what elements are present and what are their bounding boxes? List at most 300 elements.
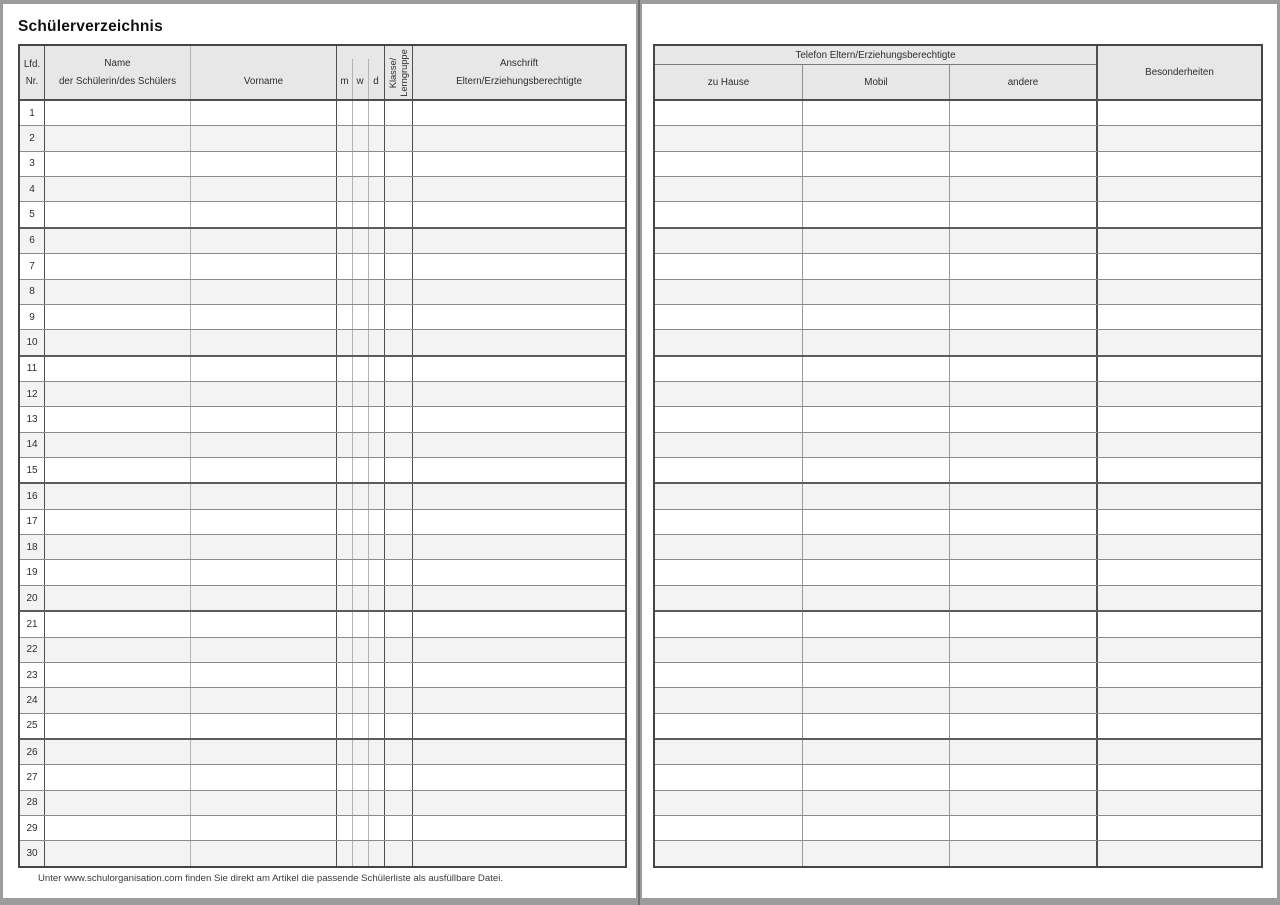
mobil-cell bbox=[802, 177, 949, 201]
vorname-cell bbox=[190, 254, 336, 278]
table-row bbox=[655, 688, 1261, 713]
mobil-cell bbox=[802, 791, 949, 815]
mobil-cell bbox=[802, 330, 949, 354]
besonderheiten-cell bbox=[1096, 841, 1261, 865]
d-cell bbox=[368, 357, 384, 381]
table-row bbox=[655, 254, 1261, 279]
andere-cell bbox=[949, 382, 1096, 406]
table-row bbox=[20, 714, 625, 740]
vorname-cell bbox=[190, 510, 336, 534]
anschrift-cell bbox=[412, 330, 625, 354]
column-header-besonderheiten: Besonderheiten bbox=[1096, 46, 1261, 99]
rotated-header-text: Klasse/ Lerngruppe bbox=[387, 48, 409, 97]
table-row bbox=[655, 458, 1261, 484]
vorname-cell bbox=[190, 765, 336, 789]
vorname-cell bbox=[190, 484, 336, 508]
zu-hause-cell bbox=[655, 791, 802, 815]
w-cell bbox=[352, 177, 368, 201]
column-header-anschrift-line2: Eltern/Erziehungsberechtigte bbox=[456, 76, 582, 87]
table-row bbox=[655, 765, 1261, 790]
zu-hause-cell bbox=[655, 152, 802, 176]
klasse-cell bbox=[384, 638, 412, 662]
table-row bbox=[20, 152, 625, 177]
klasse-cell bbox=[384, 229, 412, 253]
table-row bbox=[20, 101, 625, 126]
besonderheiten-cell bbox=[1096, 433, 1261, 457]
row-number: 28 bbox=[26, 797, 38, 809]
w-cell bbox=[352, 612, 368, 636]
d-cell bbox=[368, 816, 384, 840]
klasse-cell bbox=[384, 458, 412, 482]
w-cell bbox=[352, 740, 368, 764]
anschrift-cell bbox=[412, 663, 625, 687]
vorname-cell bbox=[190, 535, 336, 559]
row-number: 5 bbox=[29, 209, 35, 221]
m-cell bbox=[336, 330, 352, 354]
name-cell bbox=[44, 612, 190, 636]
table-row bbox=[20, 254, 625, 279]
table-row bbox=[20, 407, 625, 432]
table-row bbox=[20, 330, 625, 356]
row-number: 29 bbox=[26, 822, 38, 834]
andere-cell bbox=[949, 280, 1096, 304]
klasse-cell bbox=[384, 202, 412, 226]
table-row bbox=[20, 688, 625, 713]
left-table-header bbox=[20, 46, 625, 101]
d-cell bbox=[368, 280, 384, 304]
m-cell bbox=[336, 280, 352, 304]
w-cell bbox=[352, 510, 368, 534]
table-row bbox=[655, 791, 1261, 816]
name-cell bbox=[44, 816, 190, 840]
name-cell bbox=[44, 407, 190, 431]
vorname-cell bbox=[190, 816, 336, 840]
anschrift-cell bbox=[412, 688, 625, 712]
besonderheiten-cell bbox=[1096, 280, 1261, 304]
column-header-m: m bbox=[336, 46, 352, 99]
klasse-cell bbox=[384, 535, 412, 559]
column-header-name bbox=[44, 46, 190, 99]
anschrift-cell bbox=[412, 407, 625, 431]
besonderheiten-cell bbox=[1096, 126, 1261, 150]
w-cell bbox=[352, 841, 368, 865]
vorname-cell bbox=[190, 612, 336, 636]
left-table-body bbox=[20, 101, 625, 866]
d-cell bbox=[368, 510, 384, 534]
row-number: 6 bbox=[29, 235, 35, 247]
mobil-cell bbox=[802, 560, 949, 584]
zu-hause-cell bbox=[655, 433, 802, 457]
zu-hause-cell bbox=[655, 765, 802, 789]
table-row bbox=[655, 560, 1261, 585]
d-cell bbox=[368, 663, 384, 687]
klasse-cell bbox=[384, 254, 412, 278]
name-cell bbox=[44, 330, 190, 354]
anschrift-cell bbox=[412, 740, 625, 764]
zu-hause-cell bbox=[655, 560, 802, 584]
vorname-cell bbox=[190, 101, 336, 125]
besonderheiten-cell bbox=[1096, 535, 1261, 559]
name-cell bbox=[44, 740, 190, 764]
besonderheiten-cell bbox=[1096, 688, 1261, 712]
mobil-cell bbox=[802, 152, 949, 176]
vorname-cell bbox=[190, 280, 336, 304]
klasse-cell bbox=[384, 357, 412, 381]
d-cell bbox=[368, 688, 384, 712]
w-cell bbox=[352, 714, 368, 738]
vorname-cell bbox=[190, 152, 336, 176]
mobil-cell bbox=[802, 663, 949, 687]
mobil-cell bbox=[802, 101, 949, 125]
table-row bbox=[20, 305, 625, 330]
andere-cell bbox=[949, 484, 1096, 508]
m-cell bbox=[336, 177, 352, 201]
besonderheiten-cell bbox=[1096, 714, 1261, 738]
andere-cell bbox=[949, 177, 1096, 201]
table-row bbox=[20, 638, 625, 663]
table-row bbox=[20, 841, 625, 865]
andere-cell bbox=[949, 535, 1096, 559]
besonderheiten-cell bbox=[1096, 458, 1261, 482]
row-number: 4 bbox=[29, 183, 35, 195]
m-cell bbox=[336, 841, 352, 865]
w-cell bbox=[352, 484, 368, 508]
table-row bbox=[655, 663, 1261, 688]
row-number: 24 bbox=[26, 694, 38, 706]
zu-hause-cell bbox=[655, 254, 802, 278]
table-row bbox=[655, 126, 1261, 151]
m-cell bbox=[336, 791, 352, 815]
m-cell bbox=[336, 560, 352, 584]
name-cell bbox=[44, 101, 190, 125]
w-cell bbox=[352, 816, 368, 840]
zu-hause-cell bbox=[655, 510, 802, 534]
klasse-cell bbox=[384, 612, 412, 636]
m-cell bbox=[336, 202, 352, 226]
name-cell bbox=[44, 305, 190, 329]
name-cell bbox=[44, 357, 190, 381]
besonderheiten-cell bbox=[1096, 510, 1261, 534]
klasse-cell bbox=[384, 740, 412, 764]
klasse-cell bbox=[384, 586, 412, 610]
d-cell bbox=[368, 458, 384, 482]
mobil-cell bbox=[802, 714, 949, 738]
name-cell bbox=[44, 433, 190, 457]
anschrift-cell bbox=[412, 816, 625, 840]
besonderheiten-cell bbox=[1096, 816, 1261, 840]
besonderheiten-cell bbox=[1096, 612, 1261, 636]
w-cell bbox=[352, 433, 368, 457]
table-row bbox=[655, 535, 1261, 560]
besonderheiten-cell bbox=[1096, 407, 1261, 431]
d-cell bbox=[368, 229, 384, 253]
mobil-cell bbox=[802, 202, 949, 226]
klasse-cell bbox=[384, 560, 412, 584]
w-cell bbox=[352, 791, 368, 815]
mobil-cell bbox=[802, 740, 949, 764]
besonderheiten-cell bbox=[1096, 177, 1261, 201]
besonderheiten-cell bbox=[1096, 765, 1261, 789]
vorname-cell bbox=[190, 458, 336, 482]
m-cell bbox=[336, 688, 352, 712]
andere-cell bbox=[949, 305, 1096, 329]
name-cell bbox=[44, 791, 190, 815]
zu-hause-cell bbox=[655, 663, 802, 687]
column-header-w: w bbox=[352, 46, 368, 99]
name-cell bbox=[44, 152, 190, 176]
column-header-klasse-lerngruppe bbox=[384, 46, 412, 99]
klasse-cell bbox=[384, 382, 412, 406]
name-cell bbox=[44, 280, 190, 304]
klasse-cell bbox=[384, 126, 412, 150]
w-cell bbox=[352, 458, 368, 482]
name-cell bbox=[44, 663, 190, 687]
table-row bbox=[20, 177, 625, 202]
m-cell bbox=[336, 714, 352, 738]
d-cell bbox=[368, 101, 384, 125]
vorname-cell bbox=[190, 382, 336, 406]
mobil-cell bbox=[802, 382, 949, 406]
name-cell bbox=[44, 535, 190, 559]
table-row bbox=[655, 612, 1261, 637]
andere-cell bbox=[949, 254, 1096, 278]
name-cell bbox=[44, 254, 190, 278]
vorname-cell bbox=[190, 560, 336, 584]
anschrift-cell bbox=[412, 535, 625, 559]
m-cell bbox=[336, 510, 352, 534]
row-number: 3 bbox=[29, 158, 35, 170]
page-title: Schülerverzeichnis bbox=[18, 18, 163, 35]
vorname-cell bbox=[190, 740, 336, 764]
klasse-cell bbox=[384, 841, 412, 865]
table-row bbox=[655, 101, 1261, 126]
zu-hause-cell bbox=[655, 612, 802, 636]
vorname-cell bbox=[190, 126, 336, 150]
klasse-cell bbox=[384, 791, 412, 815]
mobil-cell bbox=[802, 433, 949, 457]
m-cell bbox=[336, 484, 352, 508]
telefon-subheaders bbox=[655, 65, 1096, 99]
andere-cell bbox=[949, 841, 1096, 865]
row-number: 8 bbox=[29, 286, 35, 298]
d-cell bbox=[368, 535, 384, 559]
besonderheiten-cell bbox=[1096, 202, 1261, 226]
d-cell bbox=[368, 152, 384, 176]
anschrift-cell bbox=[412, 484, 625, 508]
vorname-cell bbox=[190, 586, 336, 610]
table-row bbox=[20, 560, 625, 585]
w-cell bbox=[352, 382, 368, 406]
table-row bbox=[20, 510, 625, 535]
mobil-cell bbox=[802, 280, 949, 304]
vorname-cell bbox=[190, 177, 336, 201]
table-row bbox=[655, 357, 1261, 382]
vorname-cell bbox=[190, 638, 336, 662]
table-row bbox=[20, 458, 625, 484]
w-cell bbox=[352, 535, 368, 559]
table-row bbox=[655, 202, 1261, 228]
anschrift-cell bbox=[412, 280, 625, 304]
klasse-cell bbox=[384, 305, 412, 329]
klasse-cell bbox=[384, 816, 412, 840]
footer-note: Unter www.schulorganisation.com finden Sie direkt am Artikel die passende Schülerliste als ausfüllbare Datei. bbox=[38, 873, 503, 884]
andere-cell bbox=[949, 101, 1096, 125]
m-cell bbox=[336, 740, 352, 764]
d-cell bbox=[368, 560, 384, 584]
row-number: 22 bbox=[26, 644, 38, 656]
anschrift-cell bbox=[412, 382, 625, 406]
name-cell bbox=[44, 126, 190, 150]
mobil-cell bbox=[802, 510, 949, 534]
d-cell bbox=[368, 254, 384, 278]
name-cell bbox=[44, 688, 190, 712]
zu-hause-cell bbox=[655, 484, 802, 508]
klasse-cell bbox=[384, 407, 412, 431]
anschrift-cell bbox=[412, 433, 625, 457]
andere-cell bbox=[949, 714, 1096, 738]
klasse-cell bbox=[384, 433, 412, 457]
vorname-cell bbox=[190, 791, 336, 815]
table-row bbox=[655, 177, 1261, 202]
mobil-cell bbox=[802, 484, 949, 508]
klasse-cell bbox=[384, 330, 412, 354]
andere-cell bbox=[949, 740, 1096, 764]
column-header-mobil: Mobil bbox=[802, 65, 949, 99]
table-row bbox=[655, 841, 1261, 865]
name-cell bbox=[44, 841, 190, 865]
d-cell bbox=[368, 177, 384, 201]
zu-hause-cell bbox=[655, 841, 802, 865]
klasse-cell bbox=[384, 280, 412, 304]
mobil-cell bbox=[802, 407, 949, 431]
name-cell bbox=[44, 458, 190, 482]
anschrift-cell bbox=[412, 305, 625, 329]
w-cell bbox=[352, 663, 368, 687]
andere-cell bbox=[949, 638, 1096, 662]
mobil-cell bbox=[802, 612, 949, 636]
mobil-cell bbox=[802, 816, 949, 840]
table-row bbox=[655, 280, 1261, 305]
zu-hause-cell bbox=[655, 202, 802, 226]
table-row bbox=[20, 357, 625, 382]
w-cell bbox=[352, 229, 368, 253]
anschrift-cell bbox=[412, 229, 625, 253]
table-row bbox=[655, 433, 1261, 458]
name-cell bbox=[44, 510, 190, 534]
w-cell bbox=[352, 638, 368, 662]
row-number: 13 bbox=[26, 413, 38, 425]
w-cell bbox=[352, 330, 368, 354]
anschrift-cell bbox=[412, 510, 625, 534]
table-row bbox=[20, 740, 625, 765]
name-cell bbox=[44, 382, 190, 406]
mobil-cell bbox=[802, 638, 949, 662]
andere-cell bbox=[949, 330, 1096, 354]
w-cell bbox=[352, 305, 368, 329]
row-number: 10 bbox=[26, 336, 38, 348]
w-cell bbox=[352, 202, 368, 226]
m-cell bbox=[336, 663, 352, 687]
row-number: 7 bbox=[29, 260, 35, 272]
column-header-andere: andere bbox=[949, 65, 1096, 99]
andere-cell bbox=[949, 152, 1096, 176]
column-header-name-line1: Name bbox=[104, 58, 131, 69]
anschrift-cell bbox=[412, 177, 625, 201]
table-row bbox=[655, 305, 1261, 330]
telefon-table bbox=[653, 44, 1263, 868]
andere-cell bbox=[949, 586, 1096, 610]
zu-hause-cell bbox=[655, 229, 802, 253]
row-number: 18 bbox=[26, 541, 38, 553]
anschrift-cell bbox=[412, 586, 625, 610]
d-cell bbox=[368, 638, 384, 662]
right-table-header bbox=[655, 46, 1261, 101]
column-header-zu-hause: zu Hause bbox=[707, 76, 750, 88]
besonderheiten-cell bbox=[1096, 152, 1261, 176]
row-number: 30 bbox=[26, 848, 38, 860]
d-cell bbox=[368, 765, 384, 789]
klasse-cell bbox=[384, 765, 412, 789]
column-header-lfd-nr bbox=[20, 46, 44, 99]
mobil-cell bbox=[802, 535, 949, 559]
right-table-body bbox=[655, 101, 1261, 866]
m-cell bbox=[336, 638, 352, 662]
mobil-cell bbox=[802, 688, 949, 712]
zu-hause-cell bbox=[655, 407, 802, 431]
table-row bbox=[655, 330, 1261, 356]
row-number: 2 bbox=[29, 133, 35, 145]
m-cell bbox=[336, 816, 352, 840]
column-header-name-line2: der Schülerin/des Schülers bbox=[58, 76, 177, 87]
vorname-cell bbox=[190, 305, 336, 329]
m-cell bbox=[336, 586, 352, 610]
w-cell bbox=[352, 688, 368, 712]
d-cell bbox=[368, 407, 384, 431]
d-cell bbox=[368, 126, 384, 150]
d-cell bbox=[368, 382, 384, 406]
mobil-cell bbox=[802, 586, 949, 610]
table-row bbox=[655, 740, 1261, 765]
w-cell bbox=[352, 152, 368, 176]
telefon-header-group bbox=[655, 46, 1096, 99]
table-row bbox=[20, 126, 625, 151]
name-cell bbox=[44, 484, 190, 508]
d-cell bbox=[368, 330, 384, 354]
w-cell bbox=[352, 765, 368, 789]
row-number: 11 bbox=[26, 363, 38, 375]
right-page bbox=[642, 4, 1277, 898]
besonderheiten-cell bbox=[1096, 382, 1261, 406]
vorname-cell bbox=[190, 841, 336, 865]
andere-cell bbox=[949, 407, 1096, 431]
row-number: 23 bbox=[26, 669, 38, 681]
anschrift-cell bbox=[412, 254, 625, 278]
row-number: 25 bbox=[26, 720, 38, 732]
zu-hause-cell bbox=[655, 535, 802, 559]
d-cell bbox=[368, 612, 384, 636]
table-row bbox=[20, 202, 625, 228]
d-cell bbox=[368, 586, 384, 610]
andere-cell bbox=[949, 510, 1096, 534]
d-cell bbox=[368, 740, 384, 764]
klasse-cell bbox=[384, 663, 412, 687]
andere-cell bbox=[949, 560, 1096, 584]
andere-cell bbox=[949, 202, 1096, 226]
andere-cell bbox=[949, 816, 1096, 840]
row-number: 27 bbox=[26, 772, 38, 784]
mobil-cell bbox=[802, 305, 949, 329]
zu-hause-cell bbox=[655, 382, 802, 406]
